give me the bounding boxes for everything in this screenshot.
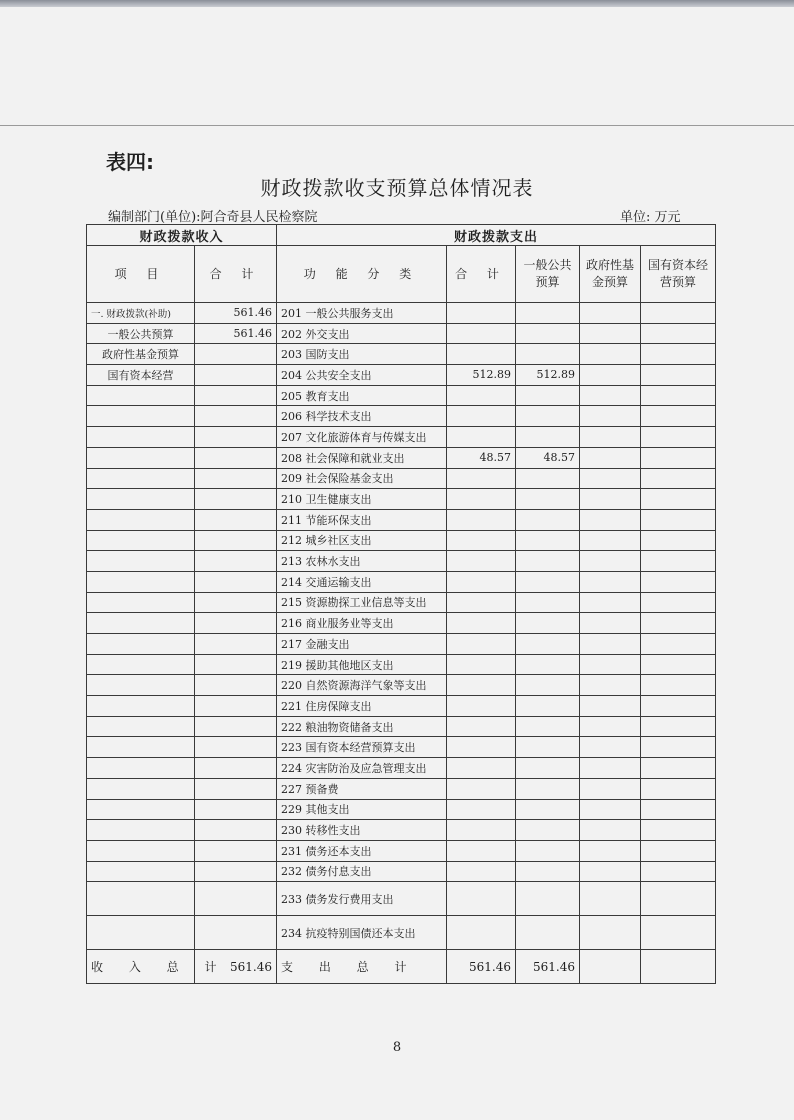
gov-fund-cell: [580, 406, 641, 427]
general-budget-cell: [516, 323, 580, 344]
function-cell: 203 国防支出: [277, 344, 447, 365]
table-row: [87, 509, 716, 530]
general-budget-cell: [516, 613, 580, 634]
expense-total-cell: [447, 613, 516, 634]
item-cell: 国有资本经营: [87, 365, 195, 386]
item-cell: [87, 406, 195, 427]
function-cell: 219 援助其他地区支出: [277, 654, 447, 675]
income-amount-cell: [195, 716, 277, 737]
general-budget-cell: [516, 509, 580, 530]
state-capital-cell: [641, 551, 716, 572]
state-capital-cell: [641, 758, 716, 779]
expense-total-cell: [447, 675, 516, 696]
item-cell: [87, 427, 195, 448]
gov-fund-cell: [580, 365, 641, 386]
state-capital-cell: [641, 385, 716, 406]
col-gov-fund-header: 政府性基金预算: [580, 246, 641, 303]
income-total-label: 收 入 总 计: [87, 950, 195, 984]
expense-total-cell: [447, 758, 516, 779]
expense-total-cell: [447, 427, 516, 448]
general-budget-cell: [516, 820, 580, 841]
income-amount-cell: [195, 344, 277, 365]
table-row: [87, 916, 716, 950]
item-cell: [87, 737, 195, 758]
item-cell: [87, 613, 195, 634]
expense-total-cell: [447, 468, 516, 489]
expense-total-cell: [447, 489, 516, 510]
state-capital-cell: [641, 530, 716, 551]
general-budget-cell: [516, 799, 580, 820]
item-cell: [87, 916, 195, 950]
state-capital-cell: [641, 447, 716, 468]
item-cell: [87, 634, 195, 655]
item-cell: [87, 778, 195, 799]
income-amount-cell: [195, 654, 277, 675]
income-amount-cell: [195, 365, 277, 386]
income-amount-cell: [195, 427, 277, 448]
general-budget-cell: [516, 427, 580, 448]
function-cell: 216 商业服务业等支出: [277, 613, 447, 634]
income-amount-cell: [195, 758, 277, 779]
function-cell: 210 卫生健康支出: [277, 489, 447, 510]
state-capital-cell: [641, 323, 716, 344]
general-budget-cell: [516, 861, 580, 882]
expense-group-header: 财政拨款支出: [277, 225, 716, 246]
gov-fund-cell: [580, 613, 641, 634]
gov-fund-cell: [580, 530, 641, 551]
gov-fund-cell: [580, 303, 641, 324]
income-amount-cell: [195, 406, 277, 427]
function-cell: 202 外交支出: [277, 323, 447, 344]
col-state-capital-header: 国有资本经营预算: [641, 246, 716, 303]
table-row: [87, 447, 716, 468]
gov-fund-cell: [580, 427, 641, 448]
expense-total-cell: [447, 861, 516, 882]
gov-fund-cell: [580, 675, 641, 696]
income-amount-cell: [195, 592, 277, 613]
table-row: [87, 489, 716, 510]
table-row: [87, 737, 716, 758]
general-budget-cell: [516, 592, 580, 613]
function-cell: 201 一般公共服务支出: [277, 303, 447, 324]
function-cell: 204 公共安全支出: [277, 365, 447, 386]
expense-total-cell: [447, 916, 516, 950]
general-budget-cell: [516, 489, 580, 510]
function-cell: 232 债务付息支出: [277, 861, 447, 882]
function-cell: 230 转移性支出: [277, 820, 447, 841]
function-cell: 233 债务发行费用支出: [277, 882, 447, 916]
expense-total-cell: [447, 571, 516, 592]
state-capital-cell: [641, 654, 716, 675]
unit-line: 单位: 万元: [620, 210, 681, 225]
income-amount-cell: [195, 820, 277, 841]
income-amount-cell: [195, 613, 277, 634]
item-cell: [87, 799, 195, 820]
table-row: [87, 799, 716, 820]
expense-total-cell: [447, 530, 516, 551]
table-row: [87, 716, 716, 737]
table-row: [87, 365, 716, 386]
table-row: [87, 820, 716, 841]
gov-fund-cell: [580, 385, 641, 406]
scan-fold-line: [0, 125, 794, 126]
general-budget-cell: [516, 758, 580, 779]
expense-total-label: 支 出 总 计: [277, 950, 447, 984]
income-amount-cell: [195, 551, 277, 572]
function-cell: 222 粮油物资储备支出: [277, 716, 447, 737]
general-budget-cell: [516, 385, 580, 406]
table-row: [87, 406, 716, 427]
state-capital-cell: [641, 509, 716, 530]
gov-fund-cell: [580, 323, 641, 344]
gov-fund-cell: [580, 737, 641, 758]
function-cell: 231 债务还本支出: [277, 840, 447, 861]
function-cell: 217 金融支出: [277, 634, 447, 655]
general-budget-cell: [516, 468, 580, 489]
gov-fund-cell: [580, 840, 641, 861]
general-budget-cell: [516, 530, 580, 551]
expense-total-cell: [447, 323, 516, 344]
item-cell: [87, 696, 195, 717]
gov-fund-cell: [580, 468, 641, 489]
budget-table: [86, 224, 716, 984]
expense-total-cell: 48.57: [447, 447, 516, 468]
expense-total-cell: [447, 303, 516, 324]
gov-fund-cell: [580, 696, 641, 717]
state-capital-cell: [641, 882, 716, 916]
income-amount-cell: 561.46: [195, 303, 277, 324]
state-capital-cell: [641, 840, 716, 861]
state-capital-cell: [641, 861, 716, 882]
expense-total-cell: [447, 882, 516, 916]
expense-total-cell: [447, 634, 516, 655]
table-label: 表四:: [106, 150, 154, 174]
table-row: [87, 675, 716, 696]
item-cell: [87, 571, 195, 592]
general-budget-cell: 48.57: [516, 447, 580, 468]
gov-fund-cell: [580, 799, 641, 820]
item-cell: [87, 551, 195, 572]
item-cell: 政府性基金预算: [87, 344, 195, 365]
general-budget-cell: [516, 716, 580, 737]
expense-total-cell: [447, 509, 516, 530]
header-column-row: [87, 246, 716, 303]
state-capital-cell: [641, 344, 716, 365]
general-budget-cell: [516, 882, 580, 916]
state-capital-cell: [641, 778, 716, 799]
expense-total-cell: [447, 385, 516, 406]
general-budget-cell: [516, 696, 580, 717]
capital-total-amount: [641, 950, 716, 984]
item-cell: [87, 530, 195, 551]
income-amount-cell: [195, 737, 277, 758]
table-row: [87, 778, 716, 799]
expense-total-cell: [447, 737, 516, 758]
income-group-header: 财政拨款收入: [87, 225, 277, 246]
general-budget-cell: [516, 916, 580, 950]
gov-fund-cell: [580, 916, 641, 950]
function-cell: 214 交通运输支出: [277, 571, 447, 592]
income-amount-cell: [195, 571, 277, 592]
gov-fund-cell: [580, 634, 641, 655]
state-capital-cell: [641, 427, 716, 448]
general-budget-cell: [516, 675, 580, 696]
header-group-row: [87, 225, 716, 246]
table-row: [87, 468, 716, 489]
general-budget-cell: [516, 654, 580, 675]
page-number: 8: [392, 1040, 402, 1055]
income-amount-cell: [195, 634, 277, 655]
table-body: [87, 303, 716, 950]
state-capital-cell: [641, 571, 716, 592]
expense-total-cell: [447, 716, 516, 737]
table-row: [87, 571, 716, 592]
function-cell: 206 科学技术支出: [277, 406, 447, 427]
function-cell: 215 资源勘探工业信息等支出: [277, 592, 447, 613]
item-cell: [87, 468, 195, 489]
document-title: 财政拨款收支预算总体情况表: [260, 176, 534, 200]
item-cell: [87, 489, 195, 510]
income-amount-cell: [195, 468, 277, 489]
item-cell: 一. 财政拨款(补助): [87, 303, 195, 324]
state-capital-cell: [641, 634, 716, 655]
state-capital-cell: [641, 737, 716, 758]
general-budget-cell: [516, 737, 580, 758]
state-capital-cell: [641, 820, 716, 841]
income-amount-cell: [195, 840, 277, 861]
income-amount-cell: [195, 447, 277, 468]
table-row: [87, 323, 716, 344]
gov-fund-cell: [580, 820, 641, 841]
gov-fund-cell: [580, 592, 641, 613]
state-capital-cell: [641, 916, 716, 950]
fund-total-amount: [580, 950, 641, 984]
general-total-amount: 561.46: [516, 950, 580, 984]
income-amount-cell: [195, 530, 277, 551]
table-row: [87, 551, 716, 572]
function-cell: 213 农林水支出: [277, 551, 447, 572]
income-amount-cell: [195, 489, 277, 510]
expense-total-cell: [447, 696, 516, 717]
income-amount-cell: [195, 385, 277, 406]
general-budget-cell: 512.89: [516, 365, 580, 386]
table-row: [87, 427, 716, 448]
gov-fund-cell: [580, 571, 641, 592]
general-budget-cell: [516, 571, 580, 592]
state-capital-cell: [641, 406, 716, 427]
gov-fund-cell: [580, 758, 641, 779]
item-cell: [87, 820, 195, 841]
expense-total-cell: [447, 799, 516, 820]
function-cell: 208 社会保障和就业支出: [277, 447, 447, 468]
income-amount-cell: [195, 861, 277, 882]
expense-total-cell: [447, 344, 516, 365]
gov-fund-cell: [580, 882, 641, 916]
department-line: 编制部门(单位):阿合奇县人民检察院: [108, 210, 318, 225]
function-cell: 220 自然资源海洋气象等支出: [277, 675, 447, 696]
expense-total-cell: [447, 840, 516, 861]
table-row: [87, 303, 716, 324]
state-capital-cell: [641, 613, 716, 634]
income-amount-cell: [195, 675, 277, 696]
function-cell: 229 其他支出: [277, 799, 447, 820]
general-budget-cell: [516, 840, 580, 861]
general-budget-cell: [516, 551, 580, 572]
gov-fund-cell: [580, 654, 641, 675]
col-income-total-header: 合 计: [195, 246, 277, 303]
general-budget-cell: [516, 778, 580, 799]
item-cell: [87, 716, 195, 737]
table-row: [87, 882, 716, 916]
expense-total-cell: [447, 592, 516, 613]
income-amount-cell: [195, 509, 277, 530]
income-total-amount: 561.46: [195, 950, 277, 984]
function-cell: 209 社会保险基金支出: [277, 468, 447, 489]
function-cell: 205 教育支出: [277, 385, 447, 406]
function-cell: 211 节能环保支出: [277, 509, 447, 530]
state-capital-cell: [641, 716, 716, 737]
function-cell: 212 城乡社区支出: [277, 530, 447, 551]
item-cell: 一般公共预算: [87, 323, 195, 344]
gov-fund-cell: [580, 344, 641, 365]
expense-total-amount: 561.46: [447, 950, 516, 984]
expense-total-cell: 512.89: [447, 365, 516, 386]
col-item-header: 项 目: [87, 246, 195, 303]
gov-fund-cell: [580, 551, 641, 572]
function-cell: 221 住房保障支出: [277, 696, 447, 717]
state-capital-cell: [641, 592, 716, 613]
state-capital-cell: [641, 468, 716, 489]
state-capital-cell: [641, 365, 716, 386]
gov-fund-cell: [580, 778, 641, 799]
expense-total-cell: [447, 820, 516, 841]
col-function-header: 功 能 分 类: [277, 246, 447, 303]
general-budget-cell: [516, 634, 580, 655]
table-row: [87, 758, 716, 779]
income-amount-cell: [195, 778, 277, 799]
table-row: [87, 613, 716, 634]
table-row: [87, 592, 716, 613]
gov-fund-cell: [580, 489, 641, 510]
income-amount-cell: [195, 916, 277, 950]
general-budget-cell: [516, 344, 580, 365]
gov-fund-cell: [580, 447, 641, 468]
expense-total-cell: [447, 406, 516, 427]
item-cell: [87, 592, 195, 613]
item-cell: [87, 654, 195, 675]
income-amount-cell: [195, 696, 277, 717]
income-amount-cell: [195, 882, 277, 916]
table-row: [87, 840, 716, 861]
scan-top-edge: [0, 0, 794, 7]
gov-fund-cell: [580, 861, 641, 882]
expense-total-cell: [447, 778, 516, 799]
item-cell: [87, 675, 195, 696]
expense-total-cell: [447, 654, 516, 675]
col-expense-total-header: 合 计: [447, 246, 516, 303]
table-row: [87, 696, 716, 717]
state-capital-cell: [641, 696, 716, 717]
gov-fund-cell: [580, 716, 641, 737]
state-capital-cell: [641, 799, 716, 820]
item-cell: [87, 385, 195, 406]
item-cell: [87, 840, 195, 861]
item-cell: [87, 447, 195, 468]
item-cell: [87, 861, 195, 882]
totals-row: [87, 950, 716, 984]
item-cell: [87, 882, 195, 916]
table-row: [87, 634, 716, 655]
state-capital-cell: [641, 489, 716, 510]
function-cell: 234 抗疫特别国债还本支出: [277, 916, 447, 950]
table-row: [87, 861, 716, 882]
table-row: [87, 530, 716, 551]
gov-fund-cell: [580, 509, 641, 530]
table-row: [87, 344, 716, 365]
item-cell: [87, 509, 195, 530]
state-capital-cell: [641, 675, 716, 696]
general-budget-cell: [516, 406, 580, 427]
table-row: [87, 385, 716, 406]
income-amount-cell: [195, 799, 277, 820]
function-cell: 223 国有资本经营预算支出: [277, 737, 447, 758]
expense-total-cell: [447, 551, 516, 572]
function-cell: 224 灾害防治及应急管理支出: [277, 758, 447, 779]
table-row: [87, 654, 716, 675]
function-cell: 207 文化旅游体育与传媒支出: [277, 427, 447, 448]
general-budget-cell: [516, 303, 580, 324]
income-amount-cell: 561.46: [195, 323, 277, 344]
function-cell: 227 预备费: [277, 778, 447, 799]
col-general-header: 一般公共预算: [516, 246, 580, 303]
state-capital-cell: [641, 303, 716, 324]
item-cell: [87, 758, 195, 779]
